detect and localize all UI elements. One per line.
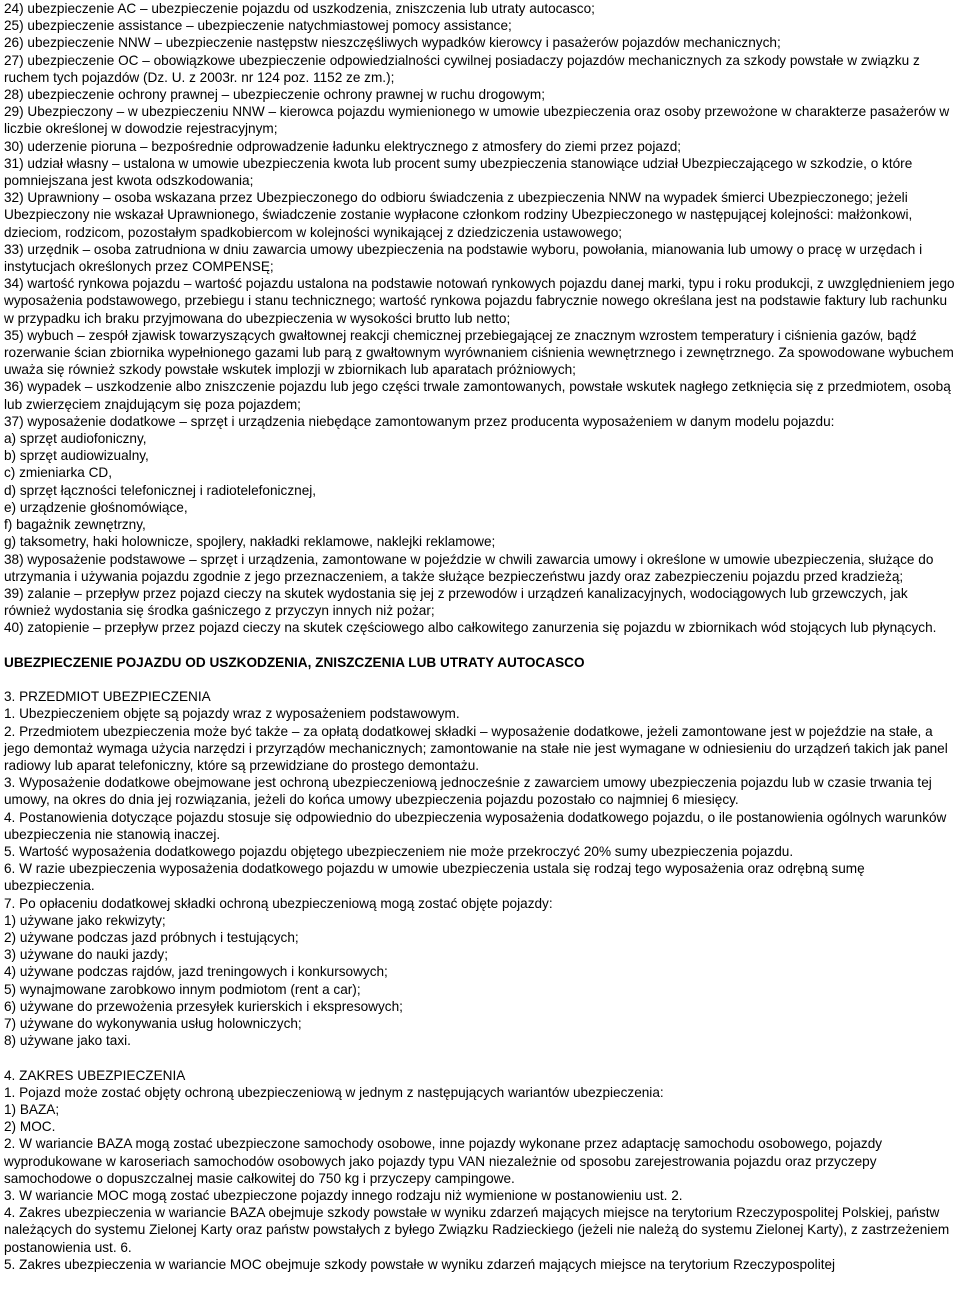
list-item: b) sprzęt audiowizualny,: [4, 448, 149, 464]
section-4-items: [4, 1084, 956, 1273]
list-item: 8) używane jako taxi.: [4, 1033, 131, 1049]
list-item: 3. Wyposażenie dodatkowe obejmowane jest ochroną ubezpieczeniową jednocześnie z zawarciem umowy ubezpieczenia pojazdu lub w czasie trwania tej umowy, na okres do dnia jej rozwiązania, jeżeli do końca umowy ubezpieczenia pojazdu pozostało co najmniej 6 miesięcy.: [4, 775, 932, 808]
list-item: 38) wyposażenie podstawowe – sprzęt i urządzenia, zamontowane w pojeździe w chwili zawarcia umowy i określone w umowie ubezpieczenia, służące do utrzymania i używania pojazdu zgodnie z jego przeznaczeniem, a także służące bezpieczeństwu jazdy oraz zabezpieczeniu pojazdu przed kradzieżą;: [4, 551, 934, 584]
section-3-items: [4, 705, 956, 1049]
section-4-title: 4. ZAKRES UBEZPIECZENIA: [4, 1067, 186, 1083]
list-item: 24) ubezpieczenie AC – ubezpieczenie pojazdu od uszkodzenia, zniszczenia lub utraty autocasco;: [4, 1, 595, 16]
list-item: 28) ubezpieczenie ochrony prawnej – ubezpieczenie ochrony prawnej w ruchu drogowym;: [4, 87, 546, 103]
list-item: 40) zatopienie – przepływ przez pojazd cieczy na skutek częściowego albo całkowitego zanurzenia się pojazdu w zbiornikach wód stojących lub płynących.: [4, 620, 937, 636]
list-item: 32) Uprawniony – osoba wskazana przez Ubezpieczonego do odbioru świadczenia z ubezpieczenia NNW na wypadek śmierci Ubezpieczonego; jeżeli Ubezpieczony nie wskazał Uprawnionego, świadczenie zostanie wypłacone członkom rodziny Ubezpieczonego w następującej kolejności: małżonkowi, dzieciom, rodzicom, pozostałym spadkobiercom w kolejności wynikającej z dziedziczenia ustawowego;: [4, 190, 913, 240]
list-item: 5. Wartość wyposażenia dodatkowego pojazdu objętego ubezpieczeniem nie może przekroczyć 20% sumy ubezpieczenia pojazdu.: [4, 843, 794, 859]
list-item: f) bagażnik zewnętrzny,: [4, 517, 146, 533]
list-item: 4) używane podczas rajdów, jazd treningowych i konkursowych;: [4, 964, 388, 980]
list-item: 39) zalanie – przepływ przez pojazd cieczy na skutek wydostania się jej z przewodów i urządzeń kanalizacyjnych, wodociągowych lub grzewczych, jak również wydostania się środka gaśniczego z przyczyn innych niż pożar;: [4, 585, 908, 619]
list-item: 1. Pojazd może zostać objęty ochroną ubezpieczeniową w jednym z następujących wariantów ubezpieczenia:: [4, 1084, 664, 1100]
list-item: 34) wartość rynkowa pojazdu – wartość pojazdu ustalona na podstawie notowań rynkowych pojazdu danej marki, typu i roku produkcji, z uwzględnieniem jego wyposażenia podstawowego, przebiegu i stanu technicznego; wartość rynkowa pojazdu fabrycznie nowego określana jest na podstawie faktury lub rachunku w przypadku ich braku przyjmowana do ubezpieczenia w wysokości brutto lub netto;: [4, 276, 955, 326]
list-item: 6. W razie ubezpieczenia wyposażenia dodatkowego pojazdu w umowie ubezpieczenia ustala się rodzaj tego wyposażenia oraz odrębną sumę ubezpieczenia.: [4, 861, 865, 894]
list-item: e) urządzenie głośnomówiące,: [4, 499, 188, 515]
list-item: 2) używane podczas jazd próbnych i testujących;: [4, 929, 299, 945]
list-item: a) sprzęt audiofoniczny,: [4, 431, 147, 447]
list-item: 29) Ubezpieczony – w ubezpieczeniu NNW – kierowca pojazdu wymienionego w umowie ubezpieczenia oraz osoby przewożone w charakterze pasażerów w liczbie określonej w dowodzie rejestracyjnym;: [4, 104, 950, 137]
list-item: 3) używane do nauki jazdy;: [4, 947, 168, 963]
list-item: 25) ubezpieczenie assistance – ubezpieczenie natychmiastowej pomocy assistance;: [4, 18, 512, 34]
list-item: 36) wypadek – uszkodzenie albo zniszczenie pojazdu lub jego części trwale zamontowanych, powstałe wskutek nagłego zetknięcia się z przedmiotem, osobą lub zwierzęciem znajdującym się poza pojazdem;: [4, 379, 951, 412]
list-item: 1) BAZA;: [4, 1101, 60, 1117]
list-item: 4. Zakres ubezpieczenia w wariancie BAZA obejmuje szkody powstałe w wyniku zdarzeń mających miejsce na terytorium Rzeczypospolitej Polskiej, państw należących do systemu Zielonej Karty oraz państw powstałych z byłego Związku Radzieckiego (jeżeli nie należą do systemu Zielonej Karty), z zastrzeżeniem postanowienia ust. 6.: [4, 1205, 950, 1255]
definitions-list: [4, 0, 956, 637]
list-item: 5. Zakres ubezpieczenia w wariancie MOC obejmuje szkody powstałe w wyniku zdarzeń mających miejsce na terytorium Rzeczypospolitej: [4, 1256, 836, 1272]
list-item: 5) wynajmowane zarobkowo innym podmiotom (rent a car);: [4, 981, 361, 997]
list-item: 33) urzędnik – osoba zatrudniona w dniu zawarcia umowy ubezpieczenia na podstawie wyboru, powołania, mianowania lub umowy o pracę w urzędach i instytucjach określonych przez COMPENSĘ;: [4, 241, 923, 275]
list-item: 1) używane jako rekwizyty;: [4, 912, 166, 928]
list-item: g) taksometry, haki holownicze, spojlery, nakładki reklamowe, naklejki reklamowe;: [4, 534, 496, 550]
list-item: 2) MOC.: [4, 1119, 56, 1135]
list-item: 31) udział własny – ustalona w umowie ubezpieczenia kwota lub procent sumy ubezpieczenia stanowiące udział Ubezpieczającego w szkodzie, o które pomniejszana jest kwota odszkodowania;: [4, 155, 913, 189]
list-item: c) zmieniarka CD,: [4, 465, 113, 481]
list-item: 4. Postanowienia dotyczące pojazdu stosuje się odpowiednio do ubezpieczenia wyposażenia dodatkowego pojazdu, o ile postanowienia ogólnych warunków ubezpieczenia nie stanowią inaczej.: [4, 809, 947, 842]
list-item: 2. W wariancie BAZA mogą zostać ubezpieczone samochody osobowe, inne pojazdy wykonane przez adaptację samochodu osobowego, pojazdy wyprodukowane w karoseriach samochodów osobowych jako pojazdy typu VAN niezależnie od sposobu zarejestrowania pojazdu oraz przyczepy samochodowe o dopuszczalnej masie całkowitej do 750 kg i przyczepy campingowe.: [4, 1136, 883, 1186]
list-item: 27) ubezpieczenie OC – obowiązkowe ubezpieczenie odpowiedzialności cywilnej posiadaczy pojazdów mechanicznych za szkody powstałe w związku z ruchem tych pojazdów (Dz. U. z 2003r. nr 124 poz. 1152 ze zm.);: [4, 52, 920, 85]
list-item: 7) używane do wykonywania usług holowniczych;: [4, 1015, 302, 1031]
section-3-title: 3. PRZEDMIOT UBEZPIECZENIA: [4, 689, 211, 705]
list-item: 7. Po opłaceniu dodatkowej składki ochroną ubezpieczeniową mogą zostać objęte pojazdy:: [4, 895, 553, 911]
list-item: 37) wyposażenie dodatkowe – sprzęt i urządzenia niebędące zamontowanym przez producenta wyposażeniem w danym modelu pojazdu:: [4, 413, 835, 429]
list-item: 6) używane do przewożenia przesyłek kurierskich i ekspresowych;: [4, 998, 403, 1014]
list-item: 3. W wariancie MOC mogą zostać ubezpieczone pojazdy innego rodzaju niż wymienione w postanowieniu ust. 2.: [4, 1187, 683, 1203]
list-item: 35) wybuch – zespół zjawisk towarzyszących gwałtownej reakcji chemicznej przebiegającej ze znacznym wzrostem temperatury i ciśnienia gazów, bądź rozerwanie ścian zbiornika wypełnionego gazami lub parą z gwałtownym wyrównaniem ciśnienia wewnętrznego i zewnętrznego. Za spowodowane wybuchem uważa się również szkody powstałe wskutek implozji w zbiornikach lub aparatach próżniowych;: [4, 327, 954, 378]
list-item: 30) uderzenie pioruna – bezpośrednie odprowadzenie ładunku elektrycznego z atmosfery do ziemi przez pojazd;: [4, 138, 682, 154]
list-item: 1. Ubezpieczeniem objęte są pojazdy wraz z wyposażeniem podstawowym.: [4, 706, 460, 722]
section-heading: UBEZPIECZENIE POJAZDU OD USZKODZENIA, ZNISZCZENIA LUB UTRATY AUTOCASCO: [4, 654, 585, 670]
list-item: d) sprzęt łączności telefonicznej i radiotelefonicznej,: [4, 482, 317, 498]
list-item: 26) ubezpieczenie NNW – ubezpieczenie następstw nieszczęśliwych wypadków kierowcy i pasażerów pojazdów mechanicznych;: [4, 35, 781, 51]
list-item: 2. Przedmiotem ubezpieczenia może być także – za opłatą dodatkowej składki – wyposażenie dodatkowe, jeżeli zamontowane jest w pojeździe na stałe, a jego demontaż wymaga użycia narzędzi i przyrządów mechanicznych; zamontowanie na stałe nie jest wymagane w odniesieniu do urządzeń takich jak panel radiowy lub aparat telefoniczny, które są przewidziane do prostego demontażu.: [4, 723, 948, 773]
